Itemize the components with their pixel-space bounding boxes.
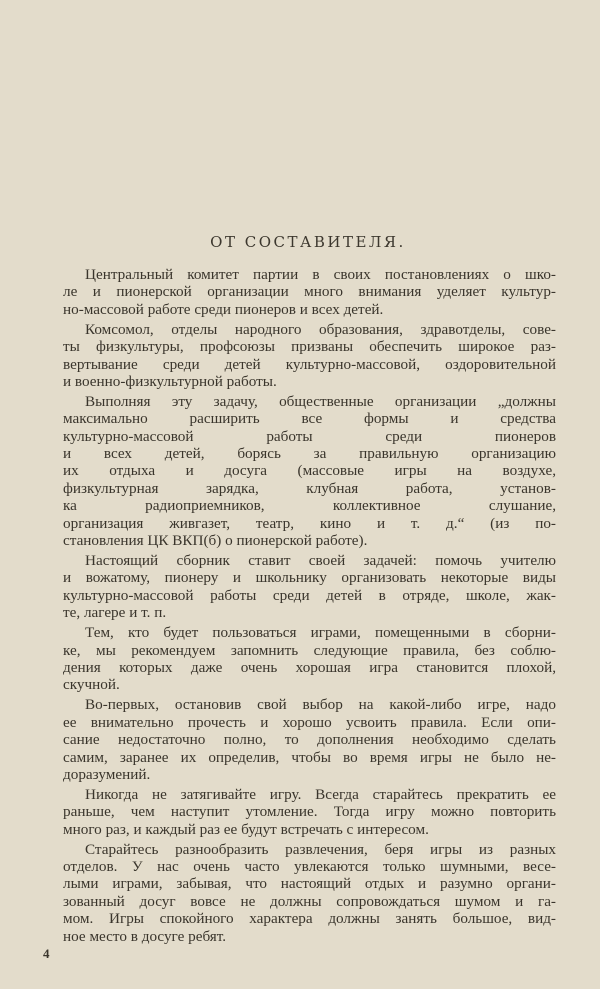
- text-line: самим, заранее их определив, чтобы во время игры не было не-: [63, 748, 556, 766]
- paragraph: [63, 786, 556, 838]
- text-line: дения которых даже очень хорошая игра становится плохой,: [63, 658, 556, 676]
- paragraph: [63, 696, 556, 783]
- text-line: максимально расширить все формы и средства: [63, 410, 556, 428]
- text-line: становления ЦК ВКП(б) о пионерской работе).: [63, 532, 368, 550]
- text-line: Комсомол, отделы народного образования, здравотделы, сове-: [85, 320, 556, 338]
- text-line: и военно-физкультурной работы.: [63, 372, 277, 390]
- text-line: скучной.: [63, 676, 120, 694]
- text-line: сание недостаточно полно, то дополнения необходимо сделать: [63, 731, 556, 749]
- text-line: но-массовой работе среди пионеров и всех детей.: [63, 300, 384, 318]
- text-line: Центральный комитет партии в своих постановлениях о шко-: [85, 266, 556, 283]
- text-line: много раз, и каждый раз ее будут встречать с интересом.: [63, 820, 429, 838]
- paragraph: [63, 841, 556, 945]
- text-line: доразумений.: [63, 765, 151, 783]
- text-line: Тем, кто будет пользоваться играми, помещенными в сборни-: [85, 624, 556, 642]
- text-line: и всех детей, борясь за правильную организацию: [63, 445, 556, 463]
- text-line: ле и пионерской организации много внимания уделяет культур-: [63, 283, 556, 301]
- text-line: раньше, чем наступит утомление. Тогда игру можно повторить: [63, 803, 556, 821]
- page-number: 4: [43, 946, 50, 961]
- text-line: Никогда не затягивайте игру. Всегда старайтесь прекратить ее: [85, 785, 556, 803]
- text-line: ке, мы рекомендуем запомнить следующие правила, без соблю-: [63, 641, 556, 659]
- text-line: те, лагере и т. п.: [63, 604, 167, 622]
- text-line: ее внимательно прочесть и хорошо усвоить правила. Если опи-: [63, 713, 556, 731]
- text-line: ное место в досуге ребят.: [63, 927, 227, 945]
- text-line: вертывание среди детей культурно-массовой, оздоровительной: [63, 355, 556, 373]
- paragraph: [63, 552, 556, 622]
- text-line: Старайтесь разнообразить развлечения, беря игры из разных: [85, 840, 556, 858]
- text-line: физкультурная зарядка, клубная работа, установ-: [63, 479, 556, 497]
- text-line: культурно-массовой работы среди пионеров: [63, 427, 556, 445]
- text-line: зованный досуг вовсе не должны сопровождаться шумом и га-: [63, 892, 556, 910]
- page-title: ОТ СОСТАВИТЕЛЯ.: [210, 233, 406, 251]
- body-text: [63, 266, 556, 948]
- text-line: Выполняя эту задачу, общественные организации „должны: [85, 392, 556, 410]
- paragraph: [63, 624, 556, 694]
- text-line: организация живгазет, театр, кино и т. д.“ (из по-: [63, 514, 556, 532]
- paragraph: [63, 321, 556, 391]
- text-line: мом. Игры спокойного характера должны занять большое, вид-: [63, 910, 556, 928]
- text-line: ты физкультуры, профсоюзы призваны обеспечить широкое раз-: [63, 338, 556, 356]
- text-line: лыми играми, забывая, что настоящий отдых и разумно органи-: [63, 875, 556, 893]
- paragraph: [63, 266, 556, 318]
- text-line: Настоящий сборник ставит своей задачей: помочь учителю: [85, 552, 556, 570]
- text-line: отделов. У нас очень часто увлекаются только шумными, весе-: [63, 858, 556, 876]
- text-line: ка радиоприемников, коллективное слушание,: [63, 497, 556, 515]
- text-line: культурно-массовой работы среди детей в отряде, школе, жак-: [63, 586, 556, 604]
- text-line: и вожатому, пионеру и школьнику организовать некоторые виды: [63, 569, 556, 587]
- paragraph: [63, 393, 556, 550]
- text-line: Во-первых, остановив свой выбор на какой-либо игре, надо: [85, 696, 556, 714]
- text-line: их отдыха и досуга (массовые игры на воздухе,: [63, 462, 556, 480]
